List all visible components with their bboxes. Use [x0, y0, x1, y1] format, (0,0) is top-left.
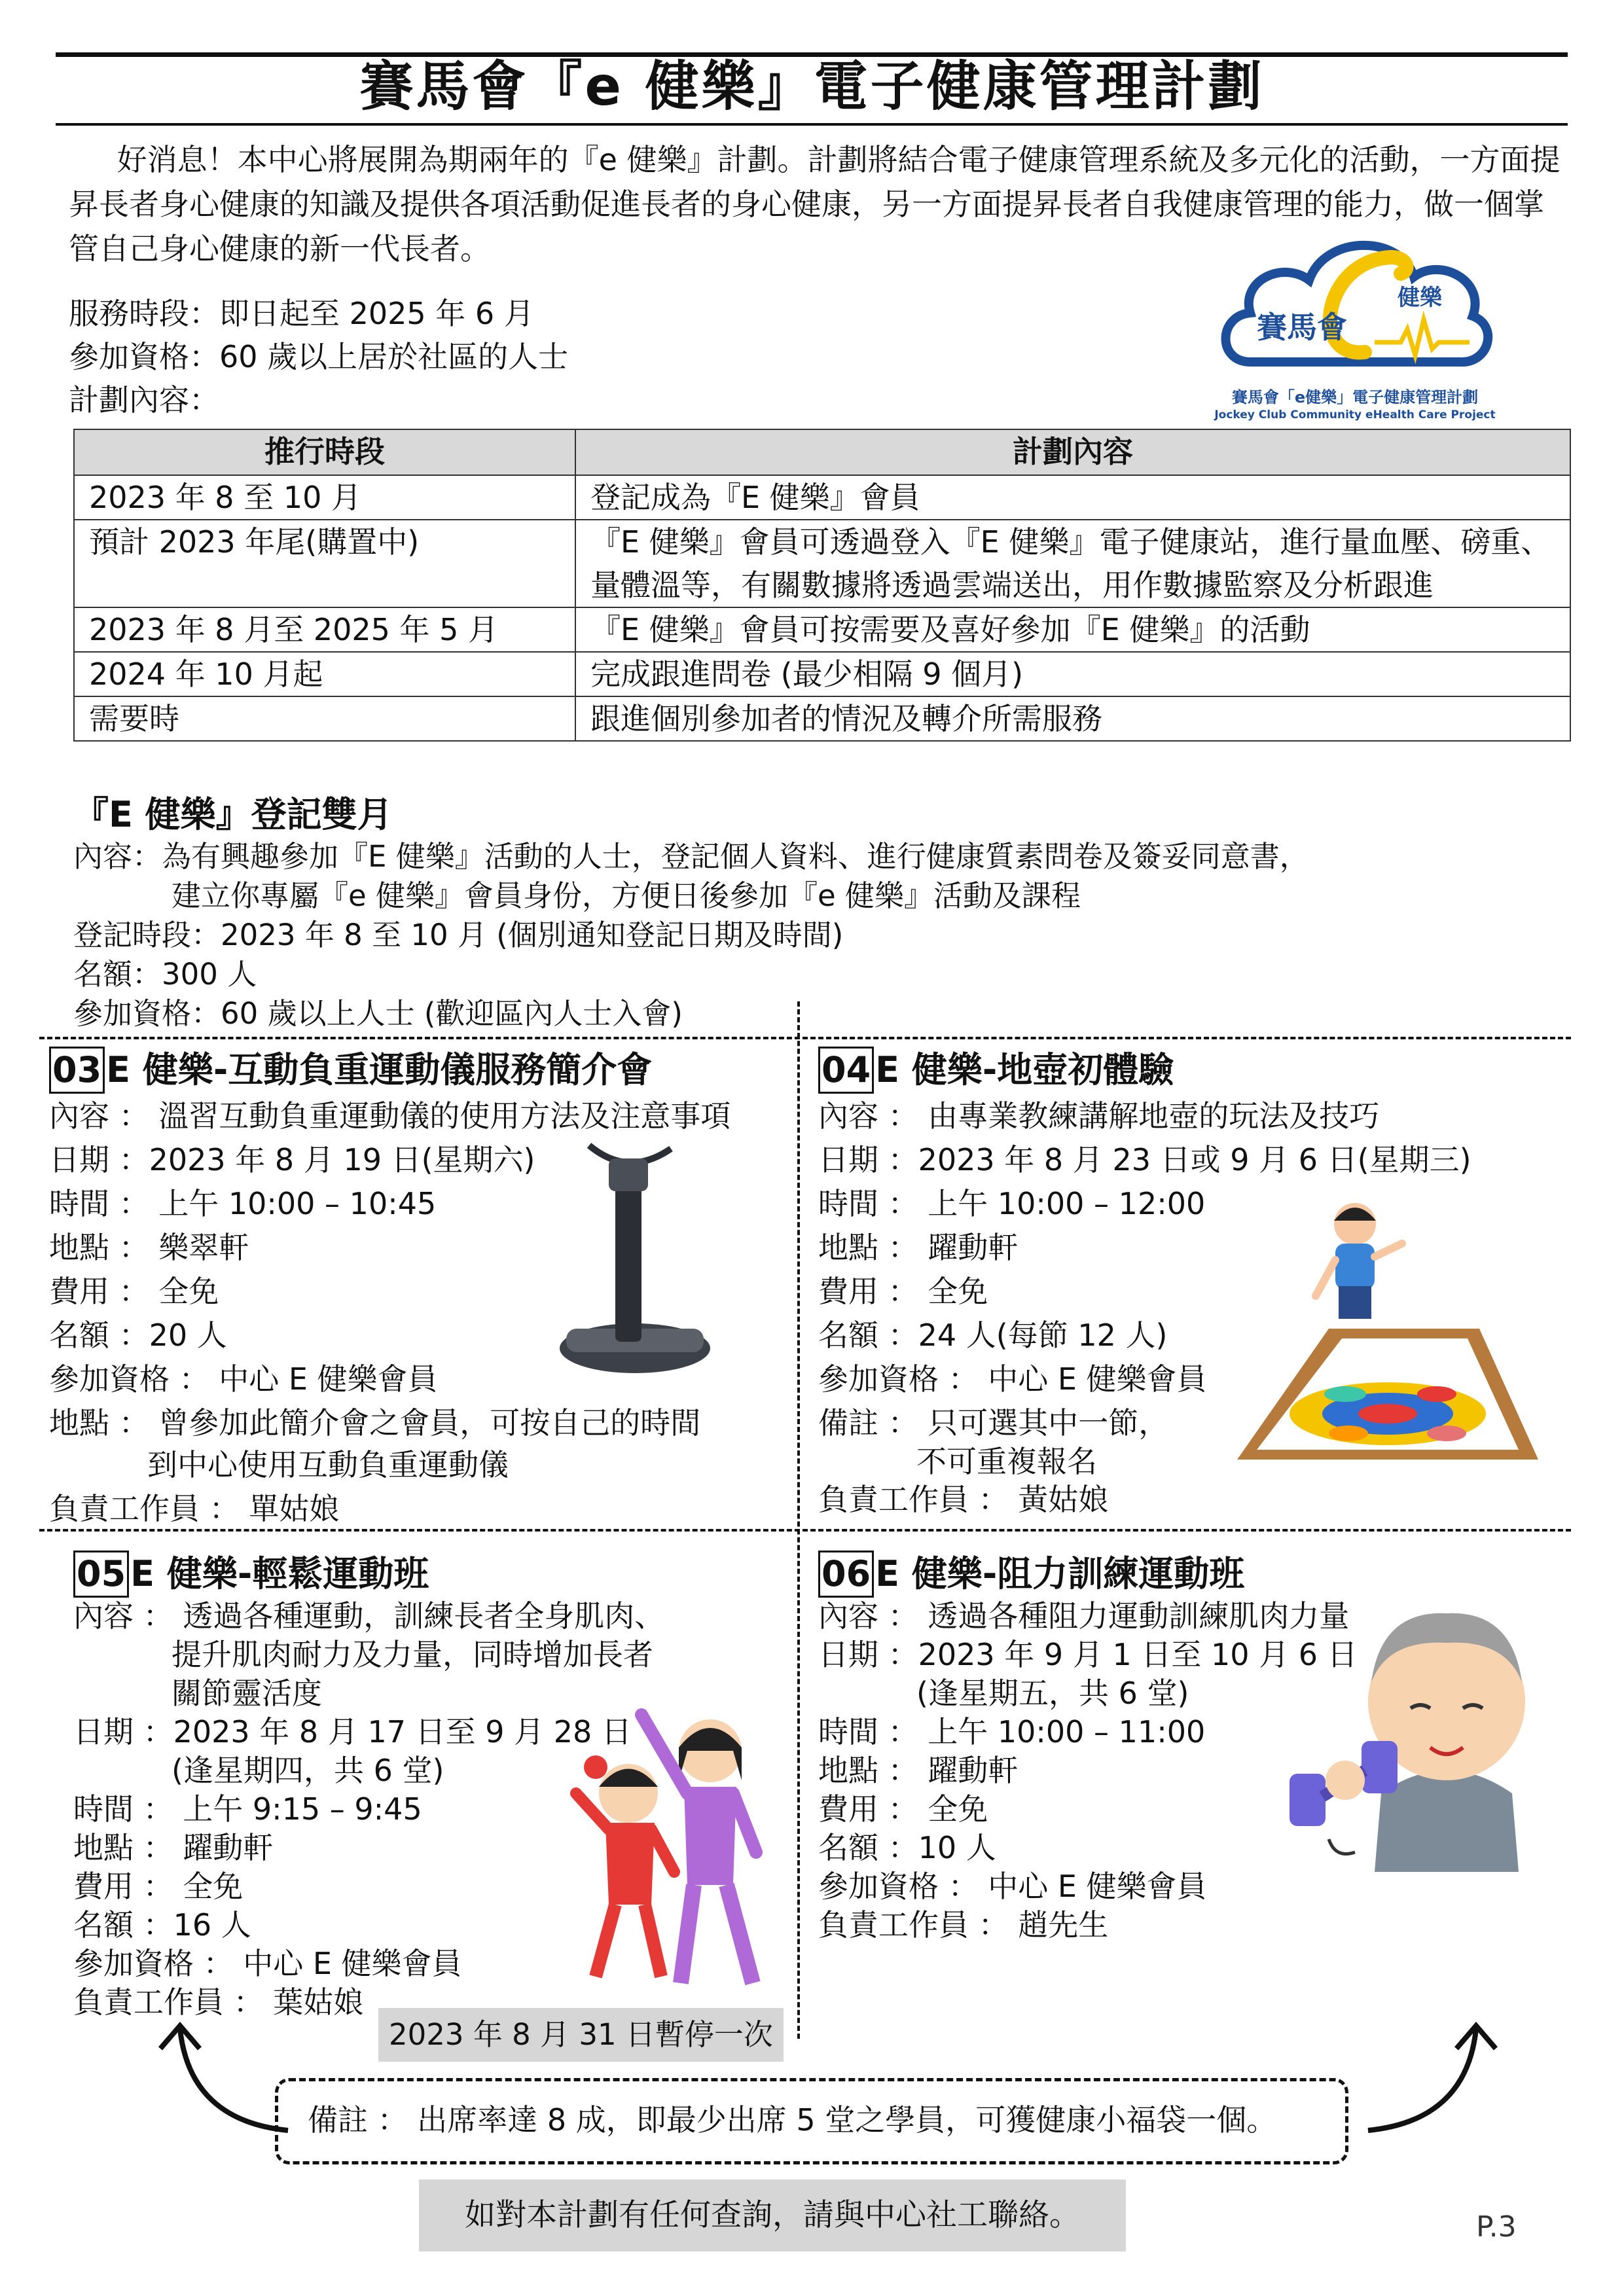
svg-text:健樂: 健樂: [1398, 285, 1442, 311]
table-cell: 2024 年 10 月起: [74, 652, 575, 696]
title-underline: [56, 123, 1568, 126]
s06-line: 日期 ：2023 年 9 月 1 日至 10 月 6 日: [818, 1637, 1358, 1672]
section-number: 04: [818, 1047, 874, 1094]
s04-line: 參加資格 ： 中心 E 健樂會員: [818, 1361, 1207, 1397]
table-cell: 2023 年 8 至 10 月: [74, 475, 575, 520]
s04-line: 備註 ： 只可選其中一節，: [818, 1405, 1169, 1441]
svg-text:賽馬會: 賽馬會: [1257, 310, 1347, 345]
table-cell: 跟進個別參加者的情況及轉介所需服務: [575, 696, 1570, 741]
contact-notice: 如對本計劃有任何查詢，請與中心社工聯絡。: [419, 2179, 1126, 2251]
table-header-row: [74, 429, 1570, 475]
s04-line: 名額 ：24 人(每節 12 人): [818, 1318, 1168, 1353]
logo-caption-zh: 賽馬會「e健樂」電子健康管理計劃: [1231, 388, 1479, 406]
registration-eligibility: 參加資格：60 歲以上人士 (歡迎區內人士入會): [73, 996, 683, 1031]
page-title: 賽馬會『e 健樂』電子健康管理計劃: [359, 56, 1265, 118]
left-curved-arrow-icon: [151, 2009, 295, 2140]
section-number: 05: [73, 1551, 129, 1598]
s03-line: 參加資格 ： 中心 E 健樂會員: [49, 1361, 438, 1397]
s05-line: 內容 ： 透過各種運動，訓練長者全身肌肉、: [73, 1598, 665, 1634]
s03-line: 地點 ： 曾參加此簡介會之會員，可按自己的時間: [49, 1405, 701, 1441]
section-06-title: 06 E 健樂-阻力訓練運動班: [818, 1550, 1244, 1598]
s05-line: (逢星期四，共 6 堂): [171, 1753, 444, 1788]
s04-line: 地點 ： 躍動軒: [818, 1230, 1019, 1265]
eligibility-general: 參加資格：60 歲以上居於社區的人士: [69, 339, 569, 374]
registration-content-2: 建立你專屬『e 健樂』會員身份，方便日後參加『e 健樂』活動及課程: [171, 878, 1081, 913]
s04-line: 負責工作員 ： 黃姑娘: [818, 1482, 1109, 1517]
table-cell: 登記成為『E 健樂』會員: [575, 475, 1570, 520]
table-row: [74, 696, 1570, 741]
exercising-people-icon: [569, 1689, 779, 1996]
table-cell: 『E 健樂』會員可透過登入『E 健樂』電子健康站，進行量血壓、磅重、量體溫等，有關數據將透過雲端送出，用作數據監察及分析跟進: [575, 520, 1570, 607]
s05-line: 負責工作員 ： 葉姑娘: [73, 1984, 364, 2020]
table-cell: 2023 年 8 月至 2025 年 5 月: [74, 607, 575, 652]
section-03-title: 03 E 健樂-互動負重運動儀服務簡介會: [49, 1046, 652, 1094]
s03-line: 內容 ： 溫習互動負重運動儀的使用方法及注意事項: [49, 1098, 731, 1134]
table-header: 推行時段: [74, 429, 575, 475]
section-05-title: 05 E 健樂-輕鬆運動班: [73, 1550, 429, 1598]
cloud-logo-icon: [1211, 221, 1499, 385]
table-cell: 預計 2023 年尾(購置中): [74, 520, 575, 607]
s06-line: (逢星期五，共 6 堂): [916, 1676, 1189, 1711]
remark-text: 備註 ： 出席率達 8 成，即最少出席 5 堂之學員，可獲健康小福袋一個。: [308, 2102, 1277, 2138]
s05-line: 參加資格 ： 中心 E 健樂會員: [73, 1946, 462, 1981]
section-04-title: 04 E 健樂-地壺初體驗: [818, 1046, 1174, 1094]
elderly-dumbbell-icon: [1283, 1577, 1551, 1872]
registration-content-1: 內容：為有興趣參加『E 健樂』活動的人士，登記個人資料、進行健康質素問卷及簽妥同意書，: [73, 839, 1309, 874]
s06-line: 負責工作員 ： 趙先生: [818, 1907, 1109, 1943]
s03-line: 時間 ： 上午 10:00 – 10:45: [49, 1186, 437, 1221]
s03-line: 地點 ： 樂翠軒: [49, 1230, 249, 1265]
s06-line: 內容 ： 透過各種阻力運動訓練肌肉力量: [818, 1598, 1350, 1634]
s04-line: 內容 ： 由專業教練講解地壺的玩法及技巧: [818, 1098, 1380, 1134]
s06-line: 時間 ： 上午 10:00 – 11:00: [818, 1714, 1206, 1749]
suspend-notice: 2023 年 8 月 31 日暫停一次: [378, 2008, 784, 2062]
section-number: 06: [818, 1551, 874, 1598]
s03-line: 到中心使用互動負重運動儀: [147, 1447, 509, 1482]
table-cell: 完成跟進問卷 (最少相隔 9 個月): [575, 652, 1570, 696]
s06-line: 參加資格 ： 中心 E 健樂會員: [818, 1869, 1207, 1904]
divider-top: [39, 1037, 1571, 1039]
plan-table: [73, 429, 1571, 742]
s05-line: 關節靈活度: [171, 1676, 322, 1711]
intro-paragraph: 好消息！本中心將展開為期兩年的『e 健樂』計劃。計劃將結合電子健康管理系統及多元化的活動，一方面提昇長者身心健康的知識及提供各項活動促進長者的身心健康，另一方面提昇長者自我健康管理的能力，做一個掌管自己身心健康的新一代長者。: [69, 142, 1561, 266]
s05-line: 時間 ： 上午 9:15 – 9:45: [73, 1791, 422, 1827]
registration-title: 『E 健樂』登記雙月: [73, 794, 393, 835]
s03-line: 負責工作員 ： 單姑娘: [49, 1491, 340, 1526]
floor-curling-icon: [1231, 1198, 1545, 1473]
s05-line: 費用 ： 全免: [73, 1869, 244, 1904]
s05-line: 提升肌肉耐力及力量，同時增加長者: [171, 1637, 653, 1672]
logo-caption-en: Jockey Club Community eHealth Care Project: [1214, 408, 1496, 422]
s03-line: 名額 ：20 人: [49, 1318, 227, 1353]
s05-line: 地點 ： 躍動軒: [73, 1830, 274, 1865]
table-row: [74, 607, 1570, 652]
project-logo: [1211, 221, 1499, 424]
page-number: P.3: [1476, 2210, 1517, 2244]
s04-line: 日期 ：2023 年 8 月 23 日或 9 月 6 日(星期三): [818, 1142, 1471, 1177]
table-row: [74, 475, 1570, 520]
table-row: [74, 652, 1570, 696]
divider-vertical: [797, 1001, 800, 2039]
registration-time: 登記時段：2023 年 8 至 10 月 (個別通知登記日期及時間): [73, 918, 844, 952]
section-number: 03: [49, 1047, 105, 1094]
table-header: 計劃內容: [575, 429, 1570, 475]
table-cell: 需要時: [74, 696, 575, 741]
s04-line: 費用 ： 全免: [818, 1274, 988, 1309]
table-cell: 『E 健樂』會員可按需要及喜好參加『E 健樂』的活動: [575, 607, 1570, 652]
s04-line: 不可重複報名: [916, 1444, 1097, 1479]
s04-line: 時間 ： 上午 10:00 – 12:00: [818, 1186, 1206, 1221]
service-period: 服務時段：即日起至 2025 年 6 月: [69, 296, 534, 331]
table-row: [74, 520, 1570, 607]
right-curved-arrow-icon: [1362, 2009, 1506, 2140]
s05-line: 名額 ：16 人: [73, 1907, 251, 1943]
s03-line: 日期 ：2023 年 8 月 19 日(星期六): [49, 1142, 535, 1177]
plan-content-label: 計劃內容：: [69, 382, 219, 418]
s03-line: 費用 ： 全免: [49, 1274, 219, 1309]
registration-quota: 名額：300 人: [73, 957, 257, 992]
vibration-machine-icon: [550, 1132, 720, 1381]
s06-line: 名額 ：10 人: [818, 1830, 996, 1865]
s06-line: 地點 ： 躍動軒: [818, 1753, 1019, 1788]
s06-line: 費用 ： 全免: [818, 1791, 988, 1827]
s05-line: 日期 ：2023 年 8 月 17 日至 9 月 28 日: [73, 1714, 632, 1749]
